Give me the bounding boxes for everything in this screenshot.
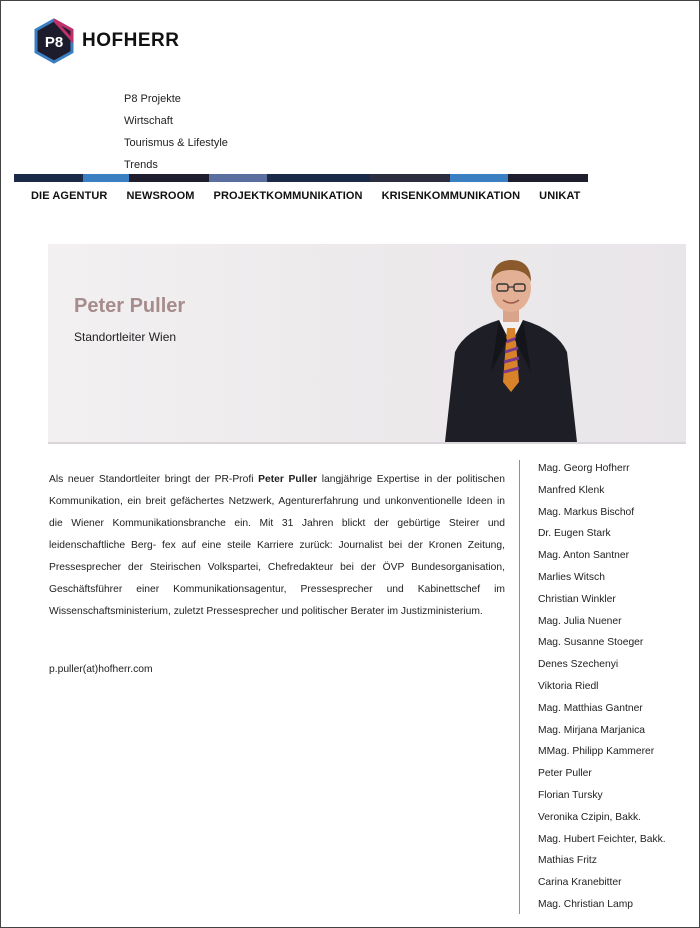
portrait-photo [441,252,581,442]
logo[interactable] [32,18,179,64]
team-member-link[interactable]: Mag. Matthias Gantner [538,702,643,714]
team-member-link[interactable]: Mag. Susanne Stoeger [538,637,644,649]
team-member-link[interactable]: Peter Puller [538,768,592,780]
bio-text [49,469,505,623]
team-list [538,458,666,916]
team-member-link[interactable]: Mag. Anton Santner [538,550,630,562]
logo-text: HOFHERR [82,30,180,51]
team-member-link[interactable]: Mag. Georg Hofherr [538,463,630,474]
team-member-link[interactable]: Denes Szechenyi [538,659,619,671]
color-bar-segment [508,174,588,182]
hero-banner [48,244,686,444]
team-member-link[interactable]: Mag. Julia Nuener [538,615,622,627]
team-member-link[interactable]: Marlies Witsch [538,571,605,583]
color-bar [14,174,588,182]
email-link[interactable]: p.puller(at)hofherr.com [49,664,153,675]
team-member-link[interactable]: Mathias Fritz [538,855,597,867]
color-bar-segment [267,174,370,182]
sub-navigation [124,88,228,176]
subnav-item-projekte[interactable]: P8 Projekte [124,93,181,105]
sidebar-divider [519,460,520,914]
nav-item-krisenkommunikation[interactable]: KRISENKOMMUNIKATION [381,190,521,202]
team-member-link[interactable]: Florian Tursky [538,789,603,801]
team-member-link[interactable]: Dr. Eugen Stark [538,528,611,540]
person-name: Peter Puller [74,295,186,317]
team-member-link[interactable]: Mag. Christian Lamp [538,898,633,910]
team-member-link[interactable]: MMag. Philipp Kammerer [538,746,655,758]
bio-body: langjährige Expertise in der politischen Kommunikation, ein breit gefächertes Netzwerk, Agenturerfahrung und unkonventionelle Ideen in die Wiener Kommunikationsbranche ein. Mit 31 Jahren blickt der gebürtige Steirer und leidenschaftliche Berg- fex auf eine steile Karriere zurück: Journalist bei der Kronen Zeitung, Pressesprecher der Steirischen Volkspartei, Chefredakteur bei der ÖVP Bundesorganisation, Geschäftsführer einer Kommunikationsagentur, Pressesprecher und Kabinettschef im Wissenschaftsministerium, zuletzt Pressesprecher und politischer Berater im Justizministerium. [49,474,506,617]
nav-item-newsroom[interactable]: NEWSROOM [126,190,195,202]
logo-mark: P8 [44,34,64,51]
team-member-link[interactable]: Manfred Klenk [538,484,605,496]
subnav-item-wirtschaft[interactable]: Wirtschaft [124,115,173,127]
team-member-link[interactable]: Mag. Hubert Feichter, Bakk. [538,833,666,845]
team-member-link[interactable]: Carina Kranebitter [538,877,622,889]
person-role: Standortleiter Wien [74,330,177,344]
color-bar-segment [83,174,129,182]
bio-intro: Als neuer Standortleiter bringt der PR-Profi [49,474,259,485]
color-bar-segment [370,174,450,182]
team-member-link[interactable]: Mag. Mirjana Marjanica [538,724,646,736]
team-member-link[interactable]: Christian Winkler [538,593,616,605]
color-bar-segment [129,174,209,182]
nav-item-agentur[interactable]: DIE AGENTUR [31,190,108,202]
bio-highlight-name: Peter Puller [258,474,318,485]
team-member-link[interactable]: Mag. Markus Bischof [538,506,635,518]
subnav-item-trends[interactable]: Trends [124,159,158,171]
team-member-link[interactable]: Veronika Czipin, Bakk. [538,811,642,823]
team-member-link[interactable]: Viktoria Riedl [538,680,599,692]
hexagon-logo-icon [32,18,76,64]
nav-item-projektkommunikation[interactable]: PROJEKTKOMMUNIKATION [213,190,363,202]
nav-item-unikat[interactable]: UNIKAT [539,190,581,202]
color-bar-segment [450,174,507,182]
color-bar-segment [14,174,83,182]
color-bar-segment [209,174,266,182]
main-navigation [31,190,600,202]
subnav-item-tourismus[interactable]: Tourismus & Lifestyle [124,137,228,149]
